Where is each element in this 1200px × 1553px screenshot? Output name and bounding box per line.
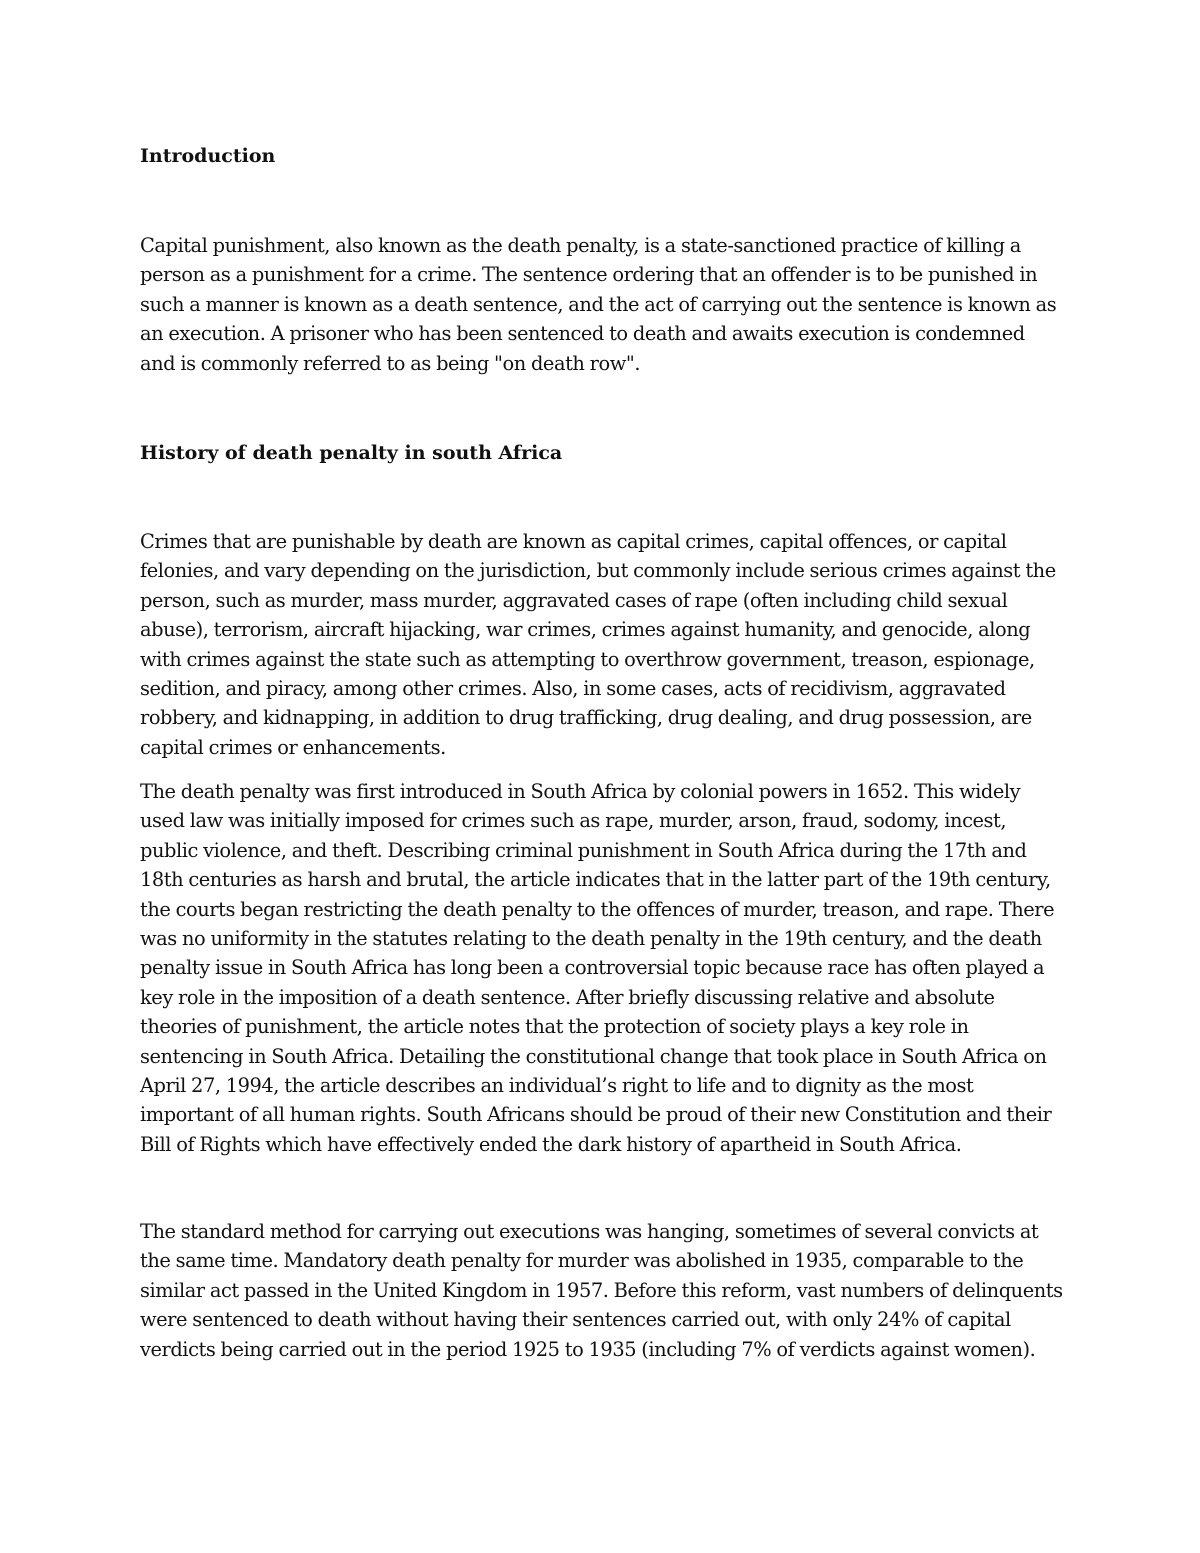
paragraph-capital-crimes: Crimes that are punishable by death are known as capital crimes, capital offences, or capital felonies, and vary depending on the jurisdiction, but commonly include serious crimes against the person, such as murder, mass murder, aggravated cases of rape (often including child sexual abuse), terrorism, aircraft hijacking, war crimes, crimes against humanity, and genocide, along with crimes against the state such as attempting to overthrow government, treason, espionage, sedition, and piracy, among other crimes. Also, in some cases, acts of recidivism, aggravated robbery, and kidnapping, in addition to drug trafficking, drug dealing, and drug possession, are capital crimes or enhancements. [140, 530, 1056, 759]
paragraph-introduction: Capital punishment, also known as the death penalty, is a state-sanctioned practice of killing a person as a punishment for a crime. The sentence ordering that an offender is to be punished in such a manner is known as a death sentence, and the act of carrying out the sentence is known as an execution. A prisoner who has been sentenced to death and awaits execution is condemned and is commonly referred to as being "on death row". [140, 234, 1057, 375]
paragraph-death-penalty-history: The death penalty was first introduced in South Africa by colonial powers in 1652. This widely used law was initially imposed for crimes such as rape, murder, arson, fraud, sodomy, incest, public violence, and theft. Describing criminal punishment in South Africa during the 17th and 18th centuries as harsh and brutal, the article indicates that in the latter part of the 19th century, the courts began restricting the death penalty to the offences of murder, treason, and rape. There was no uniformity in the statutes relating to the death penalty in the 19th century, and the death penalty issue in South Africa has long been a controversial topic because race has often played a key role in the imposition of a death sentence. After briefly discussing relative and absolute theories of punishment, the article notes that the protection of society plays a key role in sentencing in South Africa. Detailing the constitutional change that took place in South Africa on April 27, 1994, the article describes an individual’s right to life and to dignity as the most important of all human rights. South Africans should be proud of their new Constitution and their Bill of Rights which have effectively ended the dark history of apartheid in South Africa. [140, 780, 1055, 1156]
paragraph-execution-method: The standard method for carrying out executions was hanging, sometimes of several convicts at the same time. Mandatory death penalty for murder was abolished in 1935, comparable to the similar act passed in the United Kingdom in 1957. Before this reform, vast numbers of delinquents were sentenced to death without having their sentences carried out, with only 24% of capital verdicts being carried out in the period 1925 to 1935 (including 7% of verdicts against women). [140, 1220, 1063, 1361]
section-heading-history: History of death penalty in south Africa [140, 442, 563, 464]
section-heading-introduction: Introduction [140, 145, 276, 167]
